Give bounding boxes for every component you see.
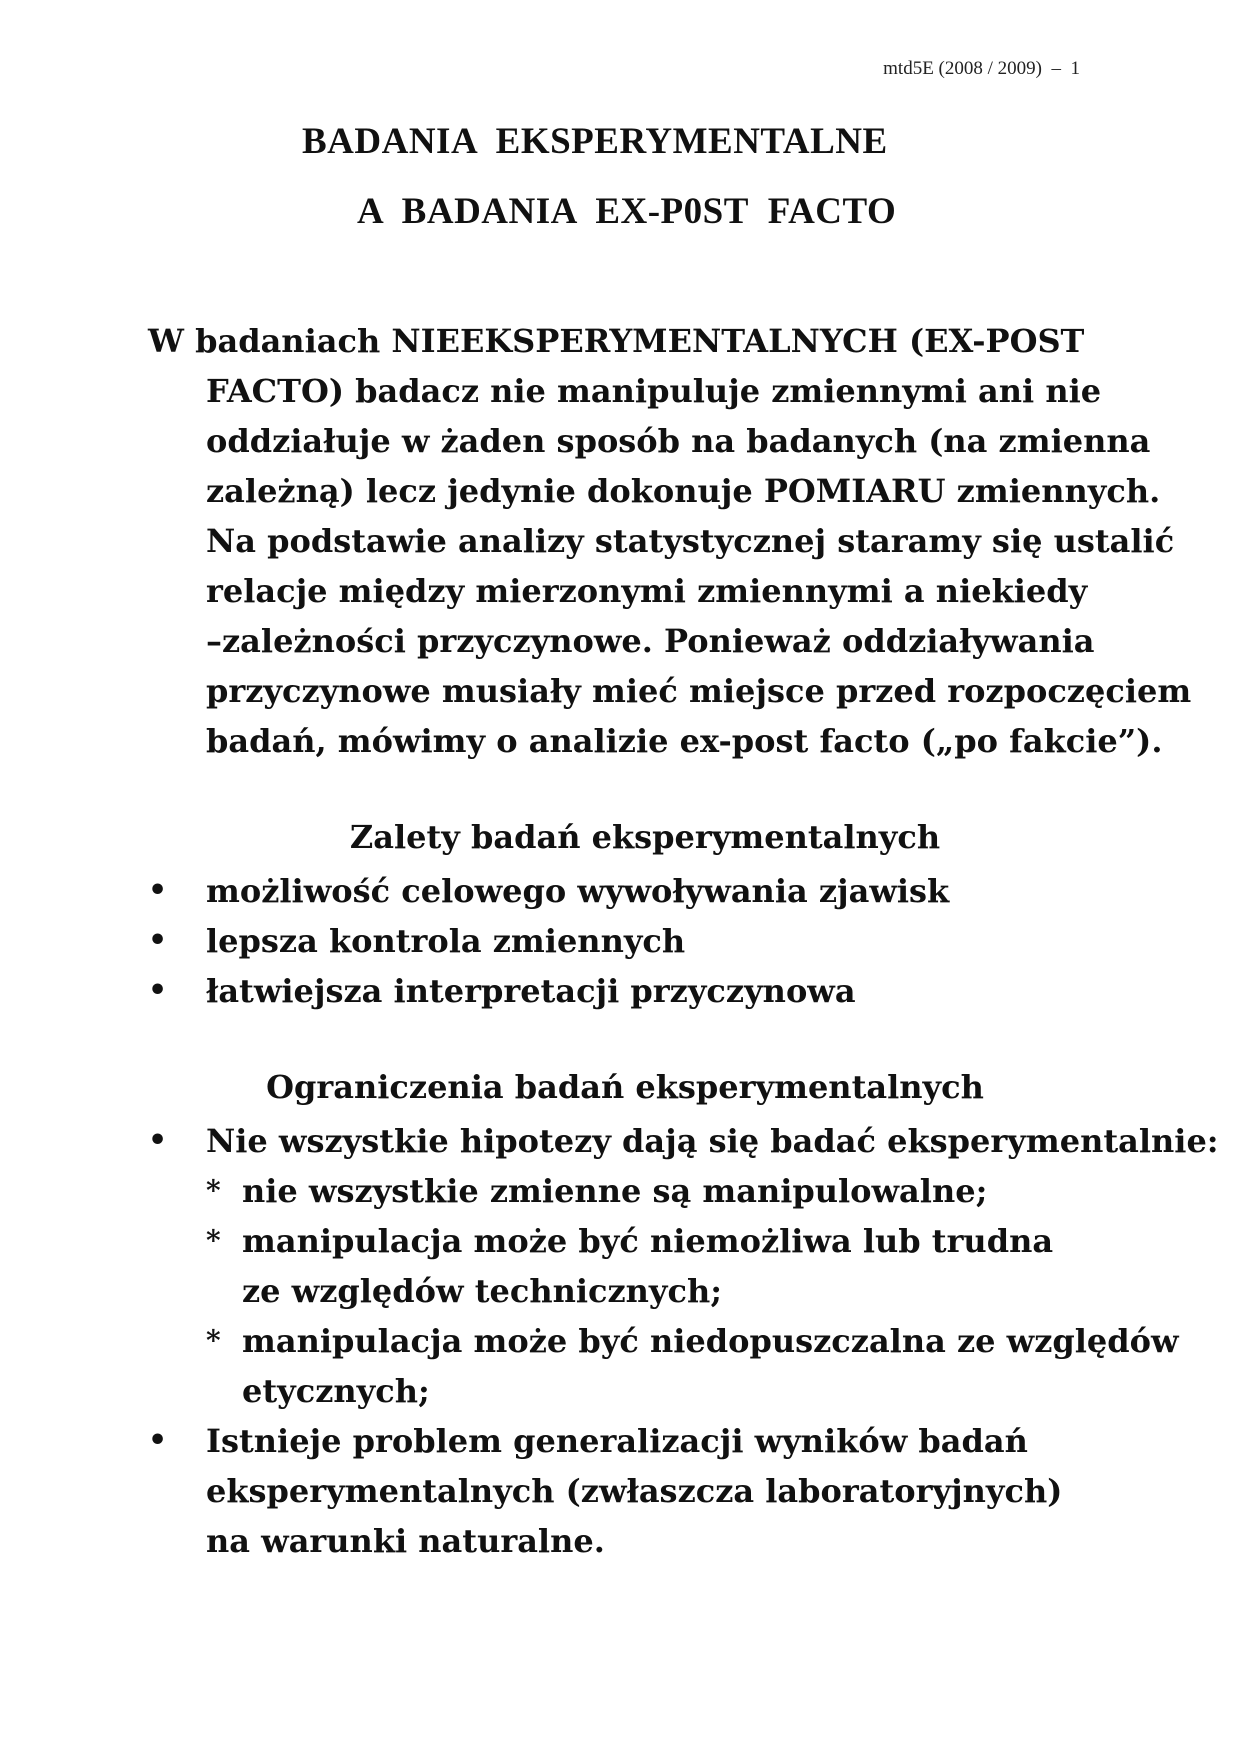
sublist-item-text: etycznych;	[242, 1372, 430, 1410]
sublist-item	[206, 1216, 1128, 1316]
sublist-item-text: manipulacja może być niedopuszczalna ze względów	[242, 1322, 1179, 1360]
advantages-heading: Zalety badań eksperymentalnych	[349, 818, 941, 856]
intro-line: oddziałuje w żaden sposób na badanych (na zmienna	[206, 422, 1151, 460]
intro-line: FACTO) badacz nie manipuluje zmiennymi ani nie	[206, 372, 1102, 410]
page-header: mtd5E (2008 / 2009) – 1	[883, 58, 1080, 79]
list-item	[148, 966, 1128, 1016]
intro-line: zależną) lecz jedynie dokonuje POMIARU zmiennych.	[206, 472, 1161, 510]
sublist-item	[206, 1316, 1179, 1416]
intro-line: –zależności przyczynowe. Ponieważ oddziaływania	[206, 622, 1095, 660]
list-item-text: lepsza kontrola zmiennych	[206, 922, 686, 960]
sublist-item	[206, 1166, 1128, 1216]
list-item-text: eksperymentalnych (zwłaszcza laboratoryjnych)	[206, 1472, 1063, 1510]
intro-line: badań, mówimy o analizie ex-post facto („po fakcie”).	[206, 722, 1163, 760]
list-item-text: Nie wszystkie hipotezy dają się badać eksperymentalnie:	[206, 1122, 1219, 1160]
list-item-text: łatwiejsza interpretacji przyczynowa	[206, 972, 856, 1010]
asterisk-icon: *	[206, 1224, 221, 1257]
intro-line: W badaniach NIEEKSPERYMENTALNYCH (EX-POST	[148, 322, 1085, 360]
list-item	[148, 866, 1128, 916]
sublist-item-text: nie wszystkie zmienne są manipulowalne;	[242, 1172, 988, 1210]
bullet-icon: •	[148, 873, 168, 908]
bullet-icon: •	[148, 923, 168, 958]
limitations-sublist	[206, 1166, 1179, 1416]
title-line-2: A BADANIA EX-P0ST FACTO	[357, 191, 897, 232]
sublist-item-text: ze względów technicznych;	[242, 1272, 723, 1310]
list-item-text: Istnieje problem generalizacji wyników badań	[206, 1422, 1028, 1460]
advantages-list	[148, 866, 1128, 1016]
asterisk-icon: *	[206, 1324, 221, 1357]
bullet-icon: •	[148, 1423, 168, 1458]
title-line-1: BADANIA EKSPERYMENTALNE	[302, 121, 888, 162]
limitations-list	[148, 1116, 1219, 1566]
intro-line: przyczynowe musiały mieć miejsce przed rozpoczęciem	[206, 672, 1192, 710]
bullet-icon: •	[148, 1123, 168, 1158]
intro-line: relacje między mierzonymi zmiennymi a niekiedy	[206, 572, 1088, 610]
sublist-item-text: manipulacja może być niemożliwa lub trudna	[242, 1222, 1054, 1260]
list-item-text: możliwość celowego wywoływania zjawisk	[206, 872, 950, 910]
intro-paragraph	[148, 316, 1192, 766]
bullet-icon: •	[148, 973, 168, 1008]
list-item	[148, 1116, 1219, 1416]
list-item	[148, 916, 1128, 966]
limitations-heading: Ograniczenia badań eksperymentalnych	[266, 1068, 984, 1106]
asterisk-icon: *	[206, 1174, 221, 1207]
list-item-text: na warunki naturalne.	[206, 1522, 605, 1560]
list-item	[148, 1416, 1128, 1566]
intro-line: Na podstawie analizy statystycznej staramy się ustalić	[206, 522, 1175, 560]
